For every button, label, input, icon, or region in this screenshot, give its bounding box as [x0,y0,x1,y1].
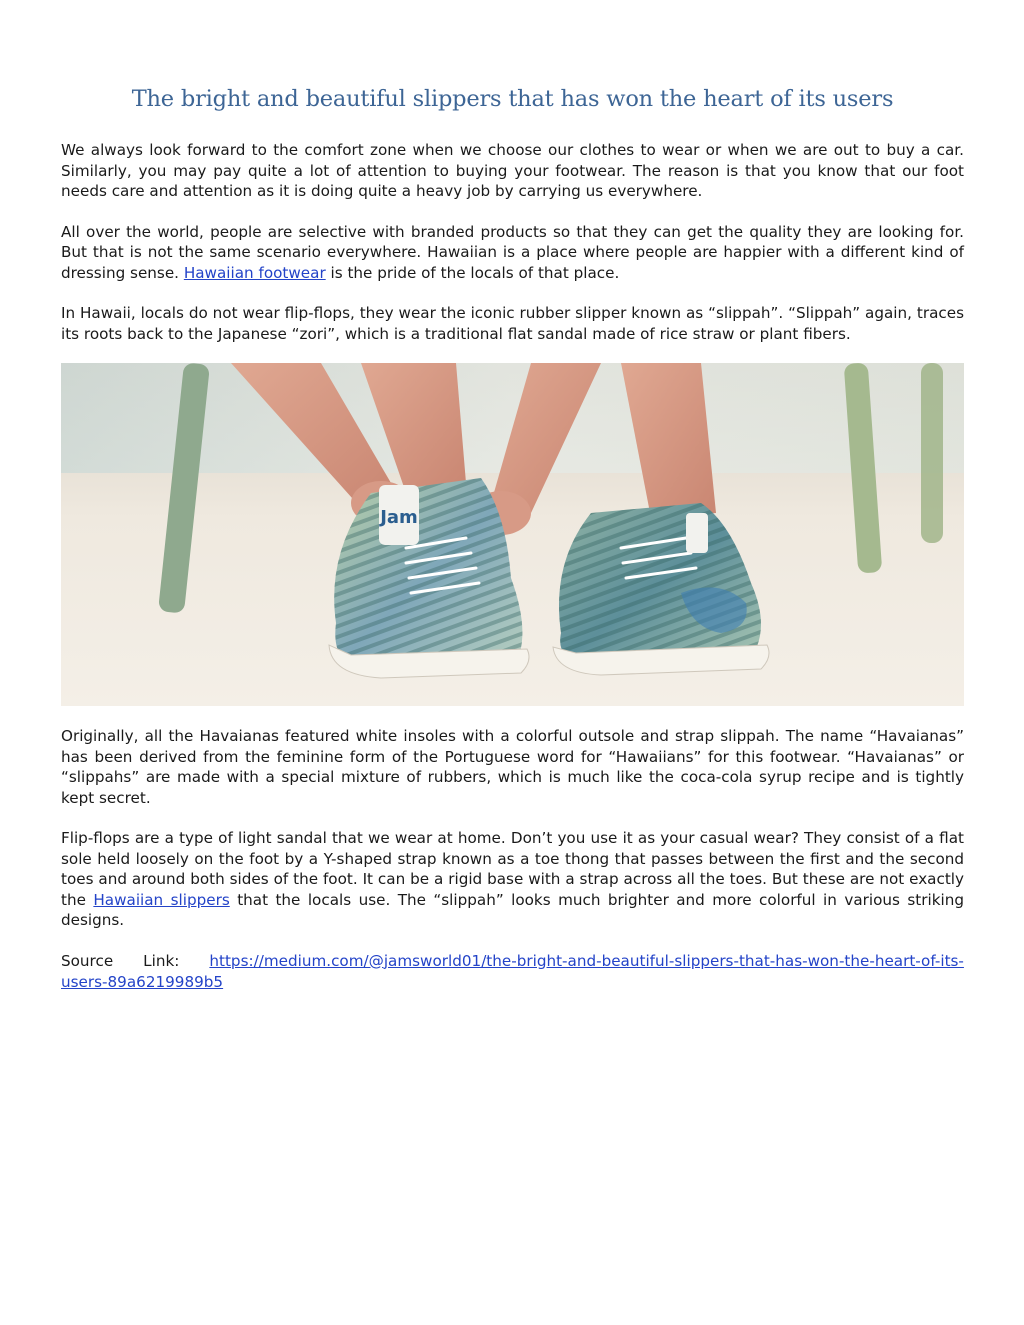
paragraph-branded-products [61,222,964,284]
paragraph-slippah-origin: In Hawaii, locals do not wear flip-flops, they wear the iconic rubber slipper known as “slippah”. “Slippah” again, traces its roots back to the Japanese “zori”, which is a traditional flat sandal made of rice straw or plant fibers. [61,304,964,343]
page-title: The bright and beautiful slippers that has won the heart of its users [131,86,894,112]
paragraph-flip-flops [61,828,964,931]
hero-image-sneakers [61,363,964,706]
paragraph-havaianas: Originally, all the Havaianas featured white insoles with a colorful outsole and strap slippah. The name “Havaianas” has been derived from the feminine form of the Portuguese word for “Hawaiians” for this footwear. “Havaianas” or “slippahs” are made with a special mixture of rubbers, which is much like the coca-cola syrup recipe and is tightly kept secret. [61,727,964,807]
link-label: Link: [143,951,180,970]
source-url-link[interactable]: https://medium.com/@jamsworld01/the-bright-and-beautiful-slippers-that-has-won-the-heart-of-its-users-89a6219989b5 [61,951,964,991]
paragraph-text: that the locals use. The “slippah” looks much brighter and more colorful in various striking designs. [61,890,964,929]
shoe-brand-label: Jam [380,507,418,528]
source-line [61,951,964,993]
source-label: Source [61,951,114,970]
article-continuation [61,726,964,993]
paragraph-text: is the pride of the locals of that place. [325,263,620,282]
document-page [61,0,964,344]
paragraph-text: All over the world, people are selective with branded products so that they can get the quality they are looking for. But that is not the same scenario everywhere. Hawaiian is a place where people are happier with a different kind of dressing sense. [61,222,964,282]
paragraph-text: Flip-flops are a type of light sandal that we wear at home. Don’t you use it as your casual wear? They consist of a flat sole held loosely on the foot by a Y-shaped strap known as a toe thong that passes between the first and the second toes and around both sides of the foot. It can be a rigid base with a strap across all the toes. But these are not exactly the [61,829,964,909]
paragraph-comfort: We always look forward to the comfort zone when we choose our clothes to wear or when we are out to buy a car. Similarly, you may pay quite a lot of attention to buying your footwear. The reason is that you know that our foot needs care and attention as it is doing quite a heavy job by carrying us everywhere. [61,141,964,200]
hawaiian-slippers-link[interactable]: Hawaiian slippers [93,890,230,909]
hawaiian-footwear-link[interactable]: Hawaiian footwear [183,263,326,282]
